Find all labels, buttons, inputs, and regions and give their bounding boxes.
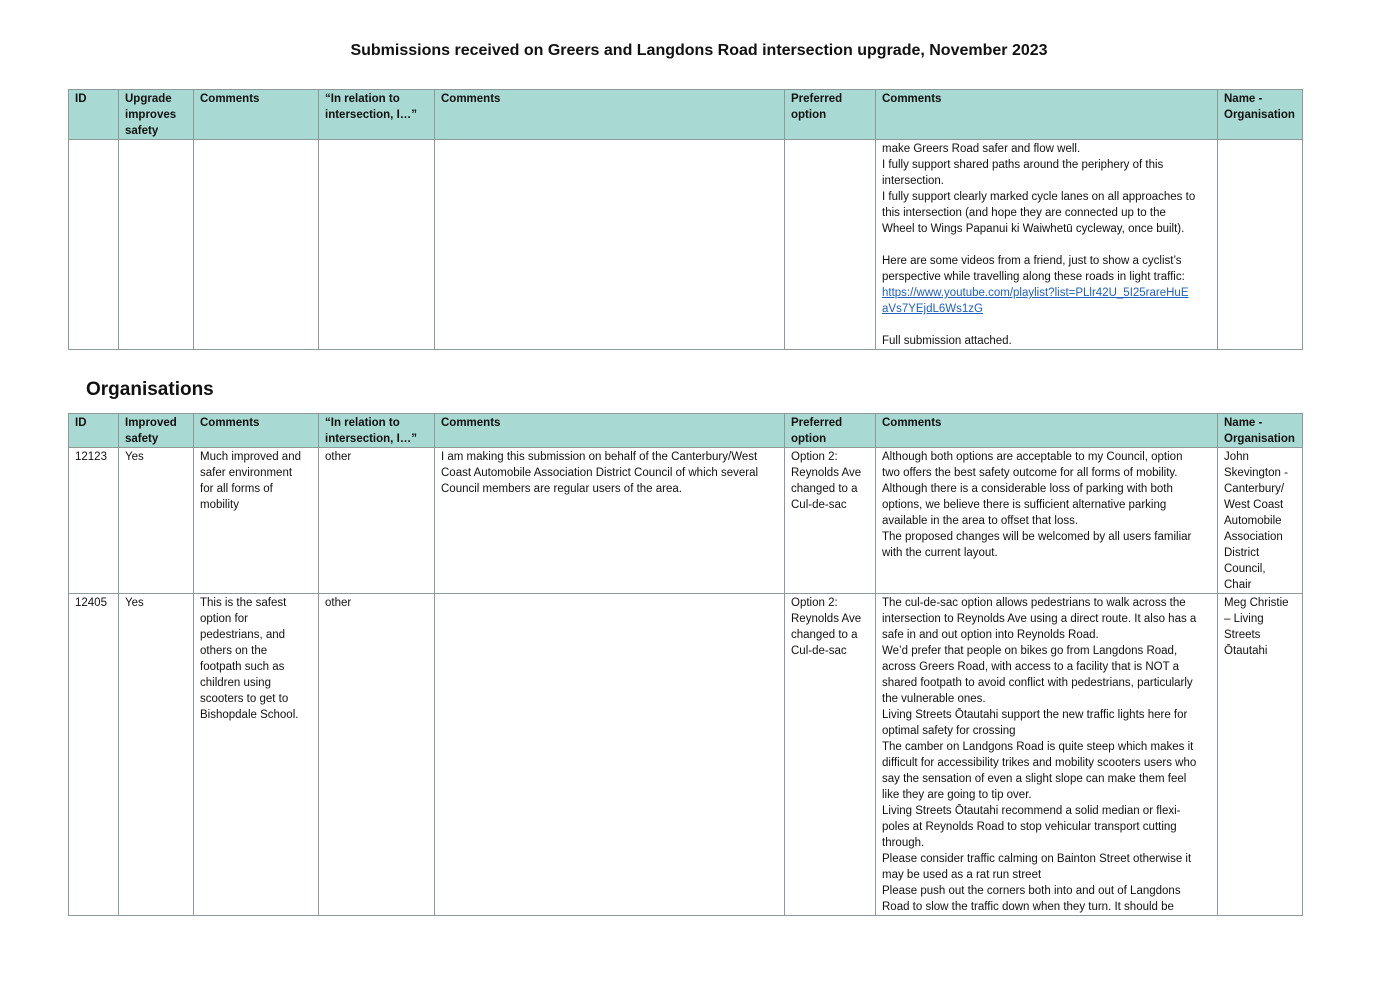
comment-line: Road to slow the traffic down when they turn. It should be — [882, 901, 1174, 913]
text-line: Automobile — [1224, 515, 1282, 527]
playlist-link[interactable]: https://www.youtube.com/playlist?list=PLlr42U_5I25rareHuE — [882, 287, 1189, 299]
id-cell: 12405 — [69, 594, 119, 916]
comment-line: Living Streets Ōtautahi recommend a solid median or flexi- — [882, 805, 1181, 817]
text-line: footpath such as — [200, 661, 285, 673]
table-row — [69, 594, 1303, 916]
safety-cell — [119, 140, 194, 350]
text-line: mobility — [200, 499, 239, 511]
comment-line: I fully support clearly marked cycle lanes on all approaches to — [882, 191, 1196, 203]
comment-line: Full submission attached. — [882, 335, 1012, 347]
header-relation: “In relation to intersection, I…” — [319, 414, 435, 448]
safety-cell: Yes — [119, 448, 194, 594]
comment-line: with the current layout. — [882, 547, 998, 559]
comment-line: Please consider traffic calming on Bainton Street otherwise it — [882, 853, 1192, 865]
relation-cell — [319, 140, 435, 350]
header-name-organisation: Name - Organisation — [1218, 90, 1303, 140]
text-line: for all forms of — [200, 483, 273, 495]
submissions-table-continued — [68, 89, 1303, 350]
header-comments: Comments — [435, 414, 785, 448]
playlist-link[interactable]: aVs7YEjdL6Ws1zG — [882, 303, 983, 315]
header-comments: Comments — [876, 90, 1218, 140]
comment-line: We’d prefer that people on bikes go from Langdons Road, — [882, 645, 1178, 657]
id-cell — [69, 140, 119, 350]
header-comments: Comments — [194, 414, 319, 448]
relation-comment-cell — [435, 140, 785, 350]
text-line: pedestrians, and — [200, 629, 286, 641]
comment-line: available in the area to offset that loss. — [882, 515, 1079, 527]
relation-comment-cell — [435, 448, 785, 594]
header-safety: Upgrade improves safety — [119, 90, 194, 140]
header-comments: Comments — [194, 90, 319, 140]
text-line: Meg Christie — [1224, 597, 1289, 609]
blank-line — [882, 317, 1211, 333]
comment-line: options, we believe there is sufficient alternative parking — [882, 499, 1167, 511]
header-preferred-option: Preferred option — [785, 414, 876, 448]
table-header-row — [69, 414, 1303, 448]
section-heading-organisations: Organisations — [86, 379, 214, 400]
safety-comment-cell — [194, 448, 319, 594]
text-line: changed to a — [791, 483, 858, 495]
text-line: Council members are regular users of the area. — [441, 483, 682, 495]
relation-comment-cell — [435, 594, 785, 916]
text-line: children using — [200, 677, 271, 689]
text-line: scooters to get to — [200, 693, 289, 705]
comment-line: this intersection (and hope they are connected up to the — [882, 207, 1166, 219]
text-line: changed to a — [791, 629, 858, 641]
text-line: John — [1224, 451, 1249, 463]
name-cell — [1218, 140, 1303, 350]
name-cell — [1218, 448, 1303, 594]
comment-cell — [876, 140, 1218, 350]
id-cell: 12123 — [69, 448, 119, 594]
comment-line: optimal safety for crossing — [882, 725, 1016, 737]
text-line: Option 2: — [791, 597, 838, 609]
text-line: option for — [200, 613, 248, 625]
comment-line: like they are going to tip over. — [882, 789, 1032, 801]
comment-line: The cul-de-sac option allows pedestrians to walk across the — [882, 597, 1186, 609]
comment-line: Living Streets Ōtautahi support the new traffic lights here for — [882, 709, 1188, 721]
comment-cell — [876, 448, 1218, 594]
comment-line: The camber on Landgons Road is quite steep which makes it — [882, 741, 1194, 753]
table-row — [69, 448, 1303, 594]
table-header-row — [69, 90, 1303, 140]
comment-line: safe in and out option into Reynolds Road. — [882, 629, 1099, 641]
comment-line: intersection to Reynolds Ave using a direct route. It also has a — [882, 613, 1197, 625]
comment-line: Although there is a considerable loss of parking with both — [882, 483, 1173, 495]
text-line: Streets — [1224, 629, 1261, 641]
text-line: safer environment — [200, 467, 293, 479]
text-line: Association — [1224, 531, 1283, 543]
comment-line: two offers the best safety outcome for all forms of mobility. — [882, 467, 1178, 479]
header-name-organisation: Name - Organisation — [1218, 414, 1303, 448]
comment-cell — [876, 594, 1218, 916]
header-id: ID — [69, 414, 119, 448]
comment-line: I fully support shared paths around the periphery of this — [882, 159, 1164, 171]
text-line: Ōtautahi — [1224, 645, 1268, 657]
blank-line — [882, 237, 1211, 253]
header-preferred-option: Preferred option — [785, 90, 876, 140]
text-line: I am making this submission on behalf of the Canterbury/West — [441, 451, 758, 463]
text-line: Much improved and — [200, 451, 301, 463]
safety-comment-cell — [194, 140, 319, 350]
text-line: Skevington - — [1224, 467, 1288, 479]
header-comments: Comments — [876, 414, 1218, 448]
header-id: ID — [69, 90, 119, 140]
organisations-table — [68, 413, 1303, 916]
text-line: – Living — [1224, 613, 1264, 625]
comment-line: make Greers Road safer and flow well. — [882, 143, 1081, 155]
text-line: Council, — [1224, 563, 1266, 575]
comment-line: Here are some videos from a friend, just to show a cyclist’s — [882, 255, 1182, 267]
relation-cell: other — [319, 594, 435, 916]
safety-comment-cell — [194, 594, 319, 916]
comment-line: The proposed changes will be welcomed by all users familiar — [882, 531, 1192, 543]
header-safety: Improved safety — [119, 414, 194, 448]
comment-line: intersection. — [882, 175, 945, 187]
preferred-option-cell — [785, 140, 876, 350]
text-line: District — [1224, 547, 1260, 559]
table-row — [69, 140, 1303, 350]
text-line: Reynolds Ave — [791, 467, 862, 479]
comment-line: may be used as a rat run street — [882, 869, 1042, 881]
text-line: others on the — [200, 645, 268, 657]
text-line: Option 2: — [791, 451, 838, 463]
text-line: Bishopdale School. — [200, 709, 299, 721]
comment-line: poles at Reynolds Road to stop vehicular transport cutting — [882, 821, 1177, 833]
comment-line: Wheel to Wings Papanui ki Waiwhetū cycleway, once built). — [882, 223, 1185, 235]
text-line: This is the safest — [200, 597, 287, 609]
comment-line: shared footpath to avoid conflict with pedestrians, particularly — [882, 677, 1193, 689]
comment-line: difficult for accessibility trikes and mobility scooters users who — [882, 757, 1197, 769]
comment-line: Although both options are acceptable to my Council, option — [882, 451, 1183, 463]
text-line: Chair — [1224, 579, 1252, 591]
text-line: Cul-de-sac — [791, 645, 847, 657]
safety-cell: Yes — [119, 594, 194, 916]
name-cell — [1218, 594, 1303, 916]
comment-line: perspective while travelling along these roads in light traffic: — [882, 271, 1185, 283]
text-line: Canterbury/ — [1224, 483, 1285, 495]
text-line: Cul-de-sac — [791, 499, 847, 511]
text-line: West Coast — [1224, 499, 1284, 511]
relation-cell: other — [319, 448, 435, 594]
comment-line: say the sensation of even a slight slope can make them feel — [882, 773, 1187, 785]
preferred-option-cell — [785, 594, 876, 916]
header-relation: “In relation to intersection, I…” — [319, 90, 435, 140]
comment-line: through. — [882, 837, 925, 849]
page-title: Submissions received on Greers and Langdons Road intersection upgrade, November 2023 — [350, 42, 1048, 59]
header-comments: Comments — [435, 90, 785, 140]
text-line: Coast Automobile Association District Council of which several — [441, 467, 759, 479]
comment-line: the vulnerable ones. — [882, 693, 986, 705]
comment-line: Please push out the corners both into and out of Langdons — [882, 885, 1181, 897]
text-line: Reynolds Ave — [791, 613, 862, 625]
preferred-option-cell — [785, 448, 876, 594]
comment-line: across Greers Road, with access to a facility that is NOT a — [882, 661, 1179, 673]
